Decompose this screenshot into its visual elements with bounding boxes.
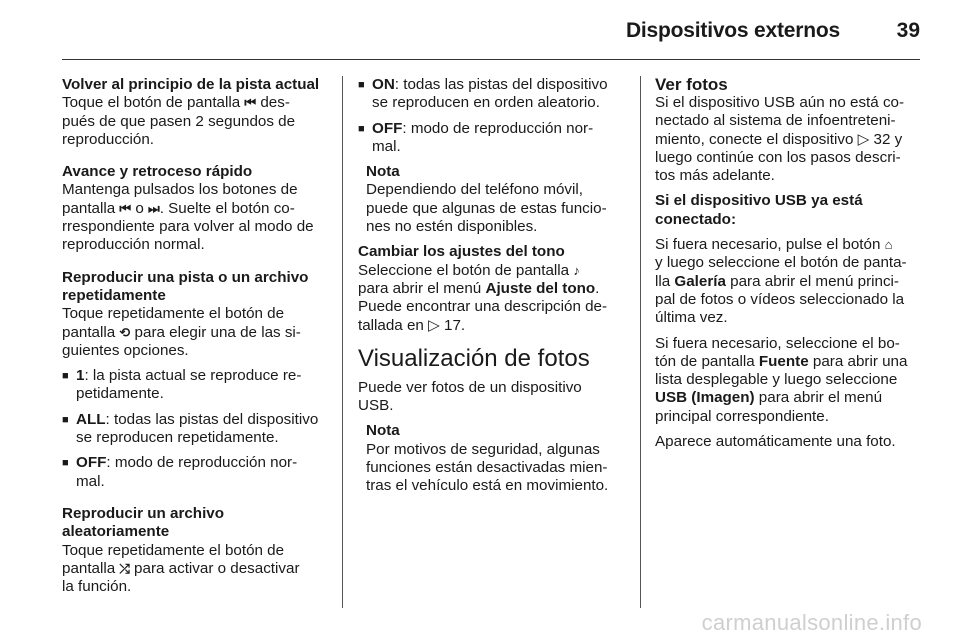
note-title: Nota	[366, 422, 400, 440]
subheading-view-photos: Ver fotos	[655, 75, 728, 94]
repeat-options-list	[62, 367, 327, 491]
option-key: ON	[372, 76, 395, 93]
column-3	[655, 76, 923, 451]
previous-track-icon: ⏮	[119, 200, 132, 216]
section-restart-track	[62, 76, 327, 149]
watermark: carmanualsonline.info	[701, 610, 922, 635]
section-tone-settings	[358, 243, 626, 334]
text-fragment: Toque repetidamente el botón de pantalla	[62, 305, 285, 341]
text-fragment: des- pués de que pasen 2 segundos de reproducción.	[62, 94, 296, 148]
subheading-tone-settings: Cambiar los ajustes del tono	[358, 243, 565, 261]
shuffle-icon: ⤮	[119, 560, 130, 576]
note-text: Dependiendo del teléfono móvil, puede que algunas de estas funcio- nes no estén disponibles.	[366, 181, 607, 236]
section-repeat	[62, 269, 327, 360]
note-box-2	[358, 422, 626, 495]
column-1	[62, 76, 327, 596]
option-text: : todas las pistas del dispositivo se reproducen repetidamente.	[76, 410, 319, 447]
option-key: ALL	[76, 410, 106, 428]
text-fragment: Mantenga pulsados los botones de pantalla	[62, 181, 298, 217]
paragraph-auto-photo: Aparece automáticamente una foto.	[655, 433, 896, 451]
text-fragment: y luego seleccione el botón de panta- lla	[655, 254, 907, 290]
column-2	[358, 76, 626, 503]
home-icon: ⌂	[884, 237, 893, 253]
note-text: Por motivos de seguridad, algunas funciones están desactivadas mien- tras el vehículo está en movimiento.	[366, 440, 609, 495]
option-text: : modo de reproducción nor- mal.	[372, 119, 594, 155]
paragraph-source	[655, 335, 923, 426]
menu-name: USB (Imagen)	[655, 389, 755, 407]
section-shuffle	[62, 505, 327, 596]
text-fragment: Si fuera necesario, pulse el botón	[655, 236, 885, 254]
column-divider-1	[342, 76, 343, 608]
shuffle-text	[62, 542, 327, 597]
tone-settings-text	[358, 262, 626, 335]
text-fragment: Toque repetidamente el botón de pantalla	[62, 541, 285, 577]
note-box-1	[358, 163, 626, 236]
section-heading-photos: Visualización de fotos	[358, 344, 590, 372]
list-item	[358, 76, 626, 113]
paragraph-gallery	[655, 236, 923, 327]
fast-forward-text	[62, 181, 327, 254]
option-key: OFF	[372, 119, 403, 137]
menu-name: Fuente	[758, 352, 809, 370]
text-fragment: para elegir una de las si- guientes opciones.	[62, 323, 301, 359]
subheading-fast-forward: Avance y retroceso rápido	[62, 163, 253, 181]
text-fragment: Si fuera necesario, seleccione el bo- tón de pantalla	[655, 334, 900, 370]
page-reference: ▷ 32 y	[857, 130, 903, 148]
previous-track-icon: ⏮	[244, 95, 257, 111]
option-text: : todas las pistas del dispositivo se reproducen en orden aleatorio.	[372, 76, 608, 112]
subheading-repeat: Reproducir una pista o un archivo repetidamente	[62, 268, 309, 304]
text-fragment: para abrir una lista desplegable y luego seleccione	[655, 352, 908, 389]
page-title: Dispositivos externos	[625, 19, 840, 42]
photos-intro-text: Puede ver fotos de un dispositivo USB.	[358, 378, 582, 415]
menu-name: Ajuste del tono	[485, 279, 596, 297]
text-fragment: para abrir el menú principal correspondiente.	[655, 389, 883, 425]
text-fragment: . Puede encontrar una descripción de- tallada en	[358, 279, 608, 334]
option-key: 1	[76, 367, 85, 385]
note-title: Nota	[366, 163, 400, 181]
restart-track-text	[62, 94, 327, 149]
text-fragment: luego continúe con los pasos descri- tos más adelante.	[655, 148, 901, 185]
shuffle-options-list	[358, 76, 626, 156]
view-photos-text	[655, 94, 923, 185]
text-fragment: o	[131, 199, 149, 217]
option-text: : la pista actual se reproduce re- petidamente.	[76, 367, 302, 403]
next-track-icon: ⏭	[148, 200, 160, 216]
menu-name: Galería	[674, 272, 726, 290]
option-text: : modo de reproducción nor- mal.	[76, 454, 298, 490]
page-reference: ▷ 17.	[428, 316, 466, 334]
tone-icon: ♪	[573, 262, 580, 278]
text-fragment: Si el dispositivo USB aún no está co- nectado al sistema de infoentreteni- miento, conecte el dispositivo	[655, 94, 905, 148]
list-item	[358, 120, 626, 157]
subheading-restart-track: Volver al principio de la pista actual	[62, 76, 320, 93]
text-fragment: Seleccione el botón de pantalla	[358, 261, 574, 279]
page-header	[0, 0, 960, 56]
text-fragment: para abrir el menú	[358, 279, 482, 297]
column-divider-2	[640, 76, 641, 608]
list-item	[62, 411, 327, 448]
text-fragment: . Suelte el botón co- rrespondiente para volver al modo de reproducción normal.	[62, 199, 314, 254]
repeat-text	[62, 305, 327, 360]
text-fragment: Toque el botón de pantalla	[62, 94, 245, 112]
repeat-icon: ⟲	[119, 324, 131, 340]
section-fast-forward	[62, 163, 327, 254]
subheading-shuffle: Reproducir un archivo aleatoriamente	[62, 504, 225, 541]
text-fragment: para abrir el menú princi- pal de fotos o vídeos seleccionado la última vez.	[655, 272, 905, 327]
page-number: 39	[896, 19, 920, 42]
subheading-usb-connected: Si el dispositivo USB ya está conectado:	[655, 192, 863, 228]
list-item	[62, 367, 327, 404]
list-item	[62, 454, 327, 491]
text-fragment: para activar o desactivar la función.	[62, 559, 300, 596]
header-divider	[62, 59, 920, 60]
option-key: OFF	[76, 454, 107, 472]
